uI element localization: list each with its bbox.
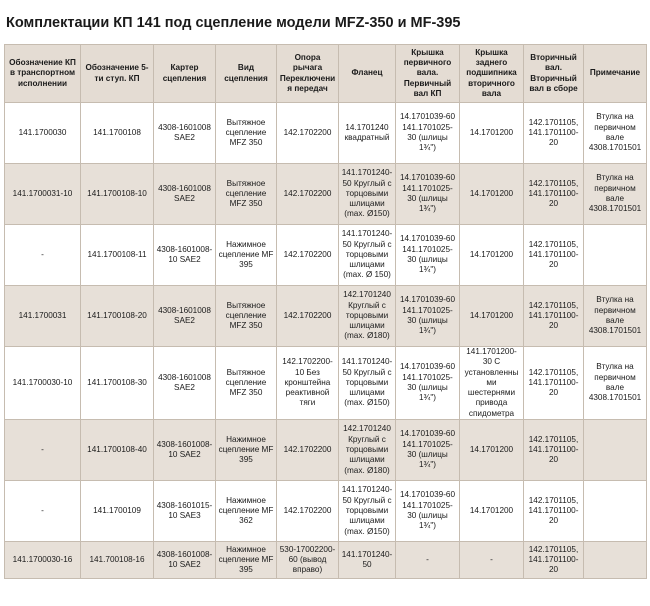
table-cell: 14.1701039-60 141.1701025-30 (шлицы 1¾") [396, 103, 460, 164]
table-cell: Втулка на первичном вале 4308.1701501 [584, 347, 647, 420]
table-cell: - [396, 542, 460, 579]
table-cell: 4308-1601015-10 SAE3 [154, 481, 216, 542]
table-cell: 141.1701240-50 Круглый с торцовыми шлицами (max. Ø150) [339, 164, 396, 225]
table-cell: 141.1700031-10 [5, 164, 81, 225]
column-header: Обозначение КП в транспортном исполнении [5, 45, 81, 103]
table-cell: Втулка на первичном вале 4308.1701501 [584, 164, 647, 225]
table-cell: 142.1701105, 141.1701100-20 [524, 542, 584, 579]
column-header: Вид сцепления [216, 45, 277, 103]
table-row [5, 347, 647, 420]
table-cell: 14.1701039-60 141.1701025-30 (шлицы 1¾") [396, 347, 460, 420]
table-cell: 142.1702200 [277, 420, 339, 481]
table-cell: 4308-1601008 SAE2 [154, 103, 216, 164]
table-cell: 142.1701105, 141.1701100-20 [524, 420, 584, 481]
table-cell: 142.1701240 Круглый с торцовыми шлицами (max. Ø180) [339, 420, 396, 481]
table-cell: 141.1700108-30 [81, 347, 154, 420]
table-header-row [5, 45, 647, 103]
table-row [5, 164, 647, 225]
table-cell [584, 420, 647, 481]
column-header: Опора рычага Переключения передач [277, 45, 339, 103]
table-cell: Втулка на первичном вале 4308.1701501 [584, 103, 647, 164]
table-cell: 142.1701240 Круглый с торцовыми шлицами (max. Ø180) [339, 286, 396, 347]
table-cell: 141.1700108-40 [81, 420, 154, 481]
table-cell: 141.1701240-50 Круглый с торцовыми шлицами (max. Ø150) [339, 347, 396, 420]
table-cell: 4308-1601008-10 SAE2 [154, 420, 216, 481]
table-cell: 141.1700108-20 [81, 286, 154, 347]
table-cell: 141.1700031 [5, 286, 81, 347]
table-cell: Втулка на первичном вале 4308.1701501 [584, 286, 647, 347]
table-cell: 141.700108-16 [81, 542, 154, 579]
table-cell: 142.1702200 [277, 481, 339, 542]
table-cell: 142.1701105, 141.1701100-20 [524, 286, 584, 347]
table-cell: 4308-1601008 SAE2 [154, 164, 216, 225]
table-cell: 142.1701105, 141.1701100-20 [524, 347, 584, 420]
table-cell: 141.1700108 [81, 103, 154, 164]
column-header: Примечание [584, 45, 647, 103]
table-row [5, 542, 647, 579]
table-cell: Нажимное сцепление MF 395 [216, 420, 277, 481]
table-cell: 14.1701240 квадратный [339, 103, 396, 164]
table-cell: 4308-1601008-10 SAE2 [154, 225, 216, 286]
table-cell: 142.1702200 [277, 164, 339, 225]
table-row [5, 225, 647, 286]
table-cell: 141.1701240-50 Круглый с торцовыми шлицами (max. Ø150) [339, 481, 396, 542]
table-cell: 14.1701039-60 141.1701025-30 (шлицы 1¾") [396, 481, 460, 542]
table-cell: 141.1700109 [81, 481, 154, 542]
column-header: Обозначение 5-ти ступ. КП [81, 45, 154, 103]
table-cell: 141.1700030 [5, 103, 81, 164]
table-cell: 14.1701200 [460, 103, 524, 164]
column-header: Крышка заднего подшипника вторичного вала [460, 45, 524, 103]
table-cell: - [5, 225, 81, 286]
table-cell: 142.1701105, 141.1701100-20 [524, 103, 584, 164]
table-cell: 141.1700108-11 [81, 225, 154, 286]
table-cell: Нажимное сцепление MF 395 [216, 225, 277, 286]
table-row [5, 420, 647, 481]
table-cell: Нажимное сцепление MF 362 [216, 481, 277, 542]
table-cell: - [5, 481, 81, 542]
table-cell: Вытяжное сцепление MFZ 350 [216, 286, 277, 347]
table-cell: Вытяжное сцепление MFZ 350 [216, 164, 277, 225]
table-cell [584, 481, 647, 542]
column-header: Вторичный вал. Вторичный вал в сборе [524, 45, 584, 103]
table-cell: 14.1701200 [460, 164, 524, 225]
table-cell: - [460, 542, 524, 579]
table-row [5, 286, 647, 347]
table-cell: - [5, 420, 81, 481]
table-cell: Вытяжное сцепление MFZ 350 [216, 103, 277, 164]
table-cell: 141.1700108-10 [81, 164, 154, 225]
table-cell: 141.1700030-10 [5, 347, 81, 420]
table-row [5, 481, 647, 542]
table-cell: Вытяжное сцепление MFZ 350 [216, 347, 277, 420]
page-title: Комплектации КП 141 под сцепление модели MFZ-350 и MF-395 [6, 15, 461, 31]
table-row [5, 103, 647, 164]
column-header: Фланец [339, 45, 396, 103]
column-header: Крышка первичного вала. Первичный вал КП [396, 45, 460, 103]
table-cell: 142.1701105, 141.1701100-20 [524, 225, 584, 286]
table-cell [584, 225, 647, 286]
table-cell [584, 542, 647, 579]
table-cell: 141.1701240-50 [339, 542, 396, 579]
table-cell: 14.1701200 [460, 481, 524, 542]
table-cell: 142.1701105, 141.1701100-20 [524, 481, 584, 542]
table-cell: 142.1702200 [277, 286, 339, 347]
table-cell: 14.1701039-60 141.1701025-30 (шлицы 1¾") [396, 420, 460, 481]
configurations-table [4, 44, 647, 579]
table-cell: 142.1702200-10 Без кронштейна реактивной тяги [277, 347, 339, 420]
table-cell: 14.1701200 [460, 420, 524, 481]
table-cell: 14.1701039-60 141.1701025-30 (шлицы 1¾") [396, 164, 460, 225]
table-cell: 142.1702200 [277, 225, 339, 286]
table-cell: 4308-1601008-10 SAE2 [154, 542, 216, 579]
table-cell: 4308-1601008 SAE2 [154, 347, 216, 420]
table-cell: 530-17002200-60 (вывод вправо) [277, 542, 339, 579]
table-cell: 14.1701039-60 141.1701025-30 (шлицы 1¾") [396, 225, 460, 286]
table-cell: 141.1701240-50 Круглый с торцовыми шлицами (max. Ø 150) [339, 225, 396, 286]
table-cell: Нажимное сцепление MF 395 [216, 542, 277, 579]
table-cell: 142.1701105, 141.1701100-20 [524, 164, 584, 225]
table-cell: 14.1701039-60 141.1701025-30 (шлицы 1¾") [396, 286, 460, 347]
table-cell: 4308-1601008 SAE2 [154, 286, 216, 347]
table-cell: 141.1700030-16 [5, 542, 81, 579]
column-header: Картер сцепления [154, 45, 216, 103]
table-cell: 141.1701200-30 С установленными шестернями привода спидометра [460, 347, 524, 420]
table-cell: 14.1701200 [460, 286, 524, 347]
table-cell: 142.1702200 [277, 103, 339, 164]
table-cell: 14.1701200 [460, 225, 524, 286]
